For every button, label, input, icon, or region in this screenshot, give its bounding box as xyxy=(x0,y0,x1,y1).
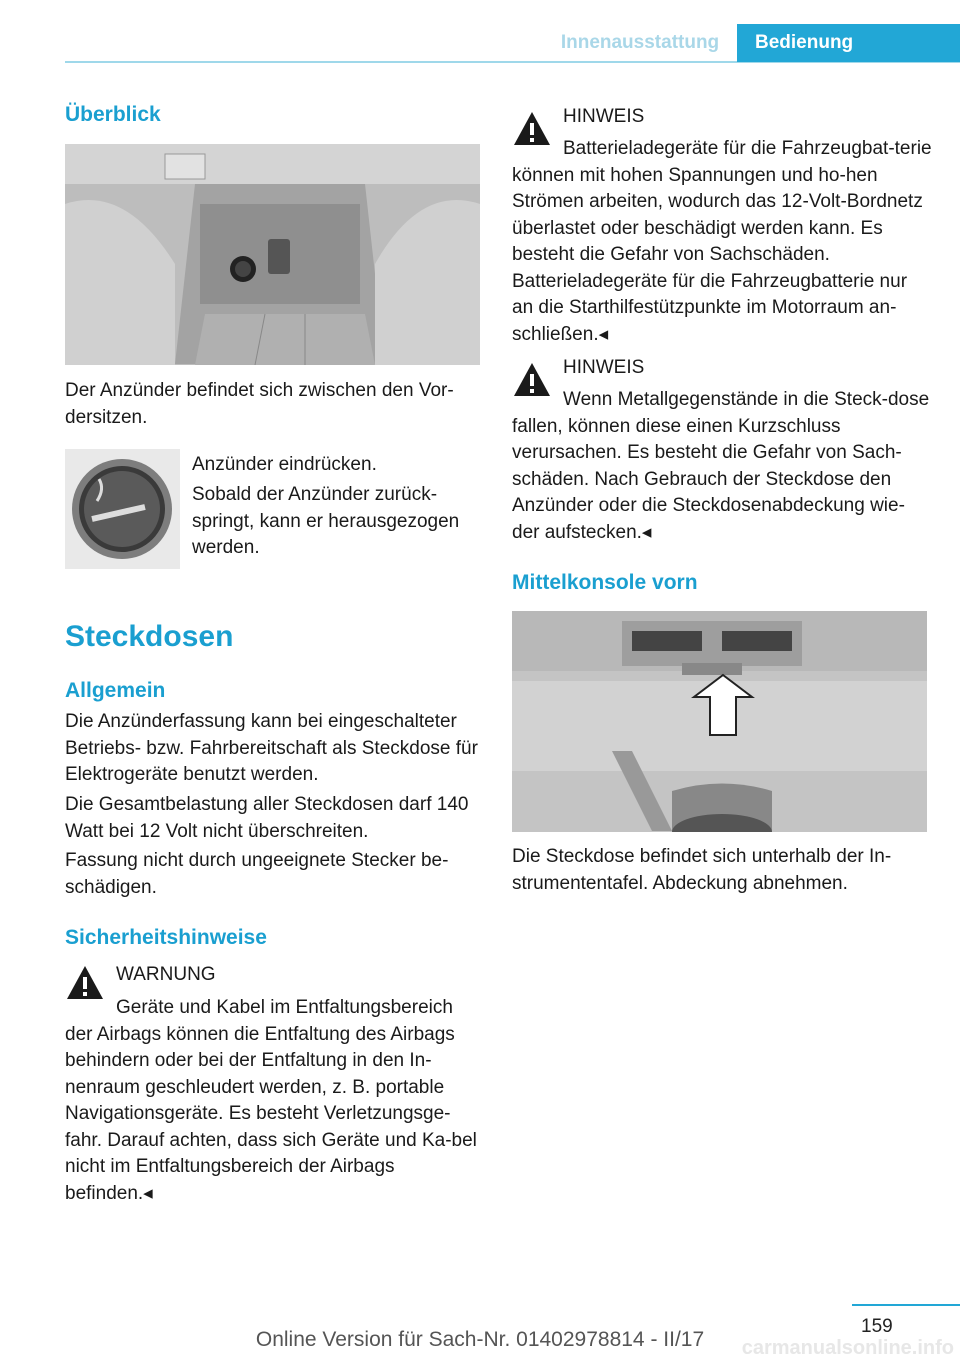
overview-text: Der Anzünder befindet sich zwischen den Vor-dersitzen. xyxy=(65,380,454,428)
note2-text: Wenn Metallgegenstände in die Steck-dose fallen, können diese einen Kurzschluss verursachen. Es besteht die Gefahr von Sach-schäden. Nach Gebrauch der Steckdose den Anzünder oder die Steckdosenabdeckung wie-der aufstecken.◂ xyxy=(512,389,930,543)
general-paragraph-2: Die Gesamtbelastung aller Steckdosen darf 140 Watt bei 12 Volt nicht überschreiten. xyxy=(65,794,469,842)
safety-heading: Sicherheitshinweise xyxy=(65,926,267,949)
note1-text: Batterieladegeräte für die Fahrzeugbat-terie können mit hohen Spannungen und ho-hen Strömen arbeiten, wodurch das 12-Volt-Bordnetz überlastet oder beschädigt werden kann. Es besteht die Gefahr von Sachschäden. Batterieladegeräte für die Fahrzeugbatterie nur an die Starthilfestützpunkte im Motorraum an-schließen.◂ xyxy=(512,138,932,345)
watermark: carmanualsonline.info xyxy=(741,1337,954,1359)
online-version-footer: Online Version für Sach-Nr. 01402978814 - II/17 xyxy=(255,1328,705,1351)
front-console-heading: Mittelkonsole vorn xyxy=(512,571,698,594)
warning-text: Geräte und Kabel im Entfaltungsbereich der Airbags können die Entfaltung des Airbags behindern oder bei der Entfaltung in den In-nenraum geschleudert werden, z. B. portable Navigationsgeräte. Es besteht Verletzungsge-fahr. Darauf achten, dass sich Geräte und Ka-bel nicht im Entfaltungsbereich der Airbags befinden.◂ xyxy=(65,997,477,1204)
general-paragraph-3: Fassung nicht durch ungeeignete Stecker be-schädigen. xyxy=(65,850,449,898)
note1-label: HINWEIS xyxy=(563,106,645,127)
page-number: 159 xyxy=(861,1316,893,1337)
lighter-step1: Anzünder eindrücken. xyxy=(192,454,377,475)
header-tab-chapter[interactable]: Bedienung xyxy=(737,24,960,62)
cigarette-lighter-icon xyxy=(65,449,180,569)
lighter-step2: Sobald der Anzünder zurück-springt, kann er herausgezogen werden. xyxy=(192,484,460,558)
sockets-heading: Steckdosen xyxy=(65,620,234,653)
note2-label: HINWEIS xyxy=(563,357,645,378)
warning-label: WARNUNG xyxy=(116,964,216,985)
front-console-photo xyxy=(512,611,927,832)
front-console-text: Die Steckdose befindet sich unterhalb der In-strumententafel. Abdeckung abnehmen. xyxy=(512,846,892,894)
general-paragraph-1: Die Anzünderfassung kann bei eingeschalteter Betriebs- bzw. Fahrbereitschaft als Steckdose für Elektrogeräte benutzt werden. xyxy=(65,711,478,785)
header-tab-section[interactable]: Innenausstattung xyxy=(560,32,720,53)
lighter-image xyxy=(65,449,180,569)
center-console-photo xyxy=(65,144,480,365)
overview-heading: Überblick xyxy=(65,103,161,126)
page-number-rule xyxy=(852,1304,960,1306)
general-heading: Allgemein xyxy=(65,679,166,702)
